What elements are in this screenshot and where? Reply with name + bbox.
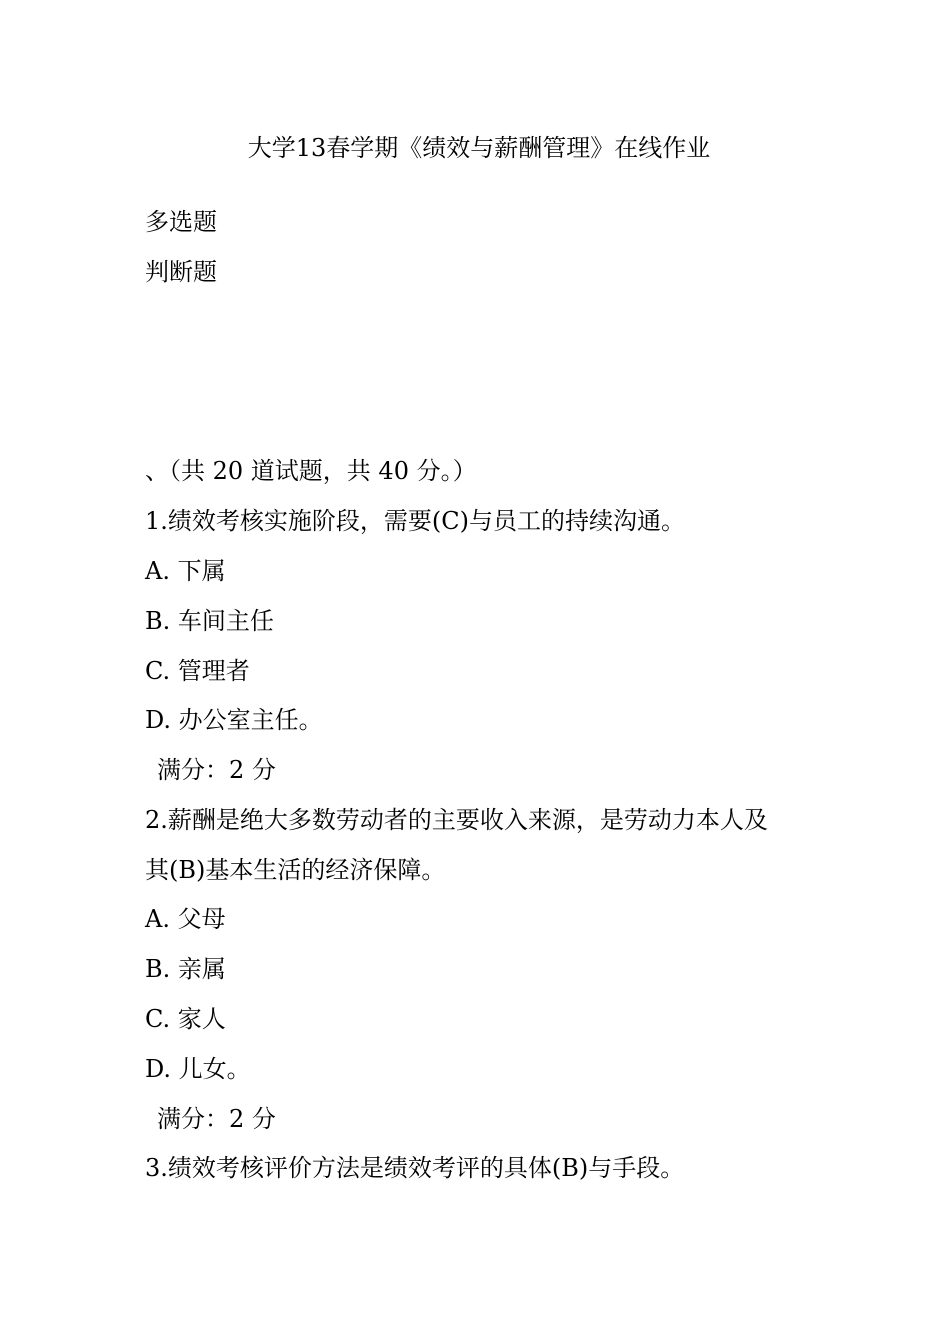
question-1-score: 满分：2 分 <box>157 756 276 784</box>
question-1-option-c: C. 管理者 <box>145 657 250 685</box>
question-2-option-a: A. 父母 <box>145 905 226 933</box>
question-2-option-b: B. 亲属 <box>145 955 226 983</box>
question-2-stem-line-2: 其(B)基本生活的经济保障。 <box>145 856 446 884</box>
question-1-option-a: A. 下属 <box>145 557 226 585</box>
section-multi-choice: 多选题 <box>145 208 217 236</box>
question-3-stem: 3.绩效考核评价方法是绩效考评的具体(B)与手段。 <box>145 1154 685 1182</box>
question-1-option-d: D. 办公室主任。 <box>145 706 323 734</box>
question-2-stem-line-1: 2.薪酬是绝大多数劳动者的主要收入来源，是劳动力本人及 <box>145 806 768 834</box>
question-1-stem: 1.绩效考核实施阶段，需要(C)与员工的持续沟通。 <box>145 507 685 535</box>
question-2-option-d: D. 儿女。 <box>145 1055 251 1083</box>
question-2-option-c: C. 家人 <box>145 1005 226 1033</box>
document-title: 大学13春学期《绩效与薪酬管理》在线作业 <box>247 134 711 162</box>
question-2-score: 满分：2 分 <box>157 1105 276 1133</box>
section-true-false: 判断题 <box>145 258 217 286</box>
question-1-option-b: B. 车间主任 <box>145 607 274 635</box>
section-intro: 、（共 20 道试题，共 40 分。） <box>145 457 477 485</box>
